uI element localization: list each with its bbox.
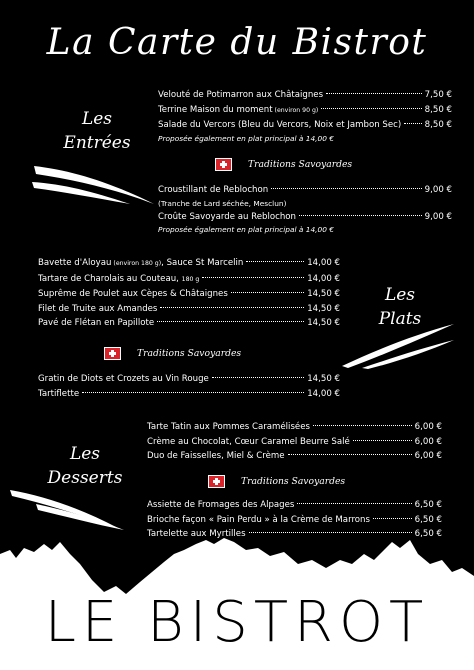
item-price: 14,50 €: [307, 303, 340, 314]
menu-item: [147, 420, 442, 435]
traditions-header: [208, 475, 345, 488]
brush-stroke-decoration: [30, 160, 160, 210]
item-price: 8,50 €: [424, 104, 452, 115]
dot-leader: [157, 321, 304, 322]
dot-leader: [373, 518, 412, 519]
item-price: 14,00 €: [307, 388, 340, 399]
item-name: Gratin de Diots et Crozets au Vin Rouge: [38, 374, 209, 384]
section-title-line1: Les: [69, 444, 101, 464]
item-name: Crème au Chocolat, Cœur Caramel Beurre Salé: [147, 436, 350, 447]
menu-item: [158, 118, 452, 133]
menu-item: [158, 183, 452, 198]
dot-leader: [160, 307, 304, 308]
item-price: 6,50 €: [414, 514, 442, 525]
dot-leader: [212, 377, 304, 378]
item-price: 14,50 €: [307, 374, 340, 384]
item-price: 14,00 €: [307, 273, 340, 284]
dot-leader: [202, 277, 304, 278]
swiss-flag-icon: [104, 347, 121, 360]
traditions-label: Traditions Savoyardes: [137, 348, 242, 359]
menu-item: [158, 88, 452, 103]
entrees-list: [158, 88, 452, 145]
section-title-line1: Les: [81, 109, 113, 129]
menu-item: [147, 449, 442, 464]
entrees-traditions-list: [158, 183, 452, 236]
menu-item: [147, 498, 442, 513]
desserts-list: [147, 420, 442, 464]
section-title-line1: Les: [384, 285, 416, 305]
item-price: 9,00 €: [424, 211, 452, 222]
section-title-desserts: [40, 442, 130, 490]
item-price: 14,50 €: [307, 318, 340, 328]
dot-leader: [271, 188, 421, 189]
item-name: Velouté de Potimarron aux Châtaignes: [158, 90, 324, 100]
item-note: Proposée également en plat principal à 14,00 €: [158, 133, 334, 143]
brand-name: LE BISTROT: [44, 590, 430, 655]
traditions-header: [104, 347, 241, 360]
item-price: 14,50 €: [307, 289, 340, 299]
item-note: Proposée également en plat principal à 14,00 €: [158, 225, 334, 234]
item-name: Tartiflette: [38, 388, 80, 399]
menu-item: [158, 103, 452, 119]
menu-item: [38, 272, 340, 288]
menu-item: [38, 256, 340, 272]
item-name: Salade du Vercors (Bleu du Vercors, Noix et Jambon Sec): [158, 120, 402, 130]
dot-leader: [299, 215, 422, 216]
dot-leader: [246, 261, 304, 262]
menu-item: [158, 210, 452, 225]
item-name: Filet de Truite aux Amandes: [38, 303, 158, 314]
dot-leader: [82, 392, 304, 393]
item-name: Tartare de Charolais au Couteau, 180 g: [38, 273, 200, 284]
item-price: 6,00 €: [414, 422, 442, 432]
menu-item: [38, 302, 340, 317]
swiss-flag-icon: [208, 475, 225, 488]
menu-item: [147, 435, 442, 450]
item-name: Suprême de Poulet aux Cèpes & Châtaignes: [38, 289, 228, 299]
dot-leader: [353, 440, 412, 441]
item-description: (Tranche de Lard séchée, Mesclun): [158, 198, 287, 208]
item-name: Tartelette aux Myrtilles: [147, 529, 246, 539]
item-price: 8,50 €: [424, 120, 452, 130]
item-price: 6,50 €: [414, 529, 442, 539]
item-name: Duo de Faisselles, Miel & Crème: [147, 451, 285, 461]
traditions-label: Traditions Savoyardes: [248, 159, 353, 170]
item-name: Terrine Maison du moment (environ 90 g): [158, 104, 319, 115]
item-name: Assiette de Fromages des Alpages: [147, 500, 295, 510]
item-name: Brioche façon « Pain Perdu » à la Crème de Marrons: [147, 514, 370, 525]
plats-list: [38, 256, 340, 331]
section-title-line2: Desserts: [47, 468, 123, 488]
brush-stroke-decoration: [338, 320, 458, 370]
dot-leader: [297, 503, 411, 504]
swiss-flag-icon: [215, 158, 232, 171]
item-price: 6,00 €: [414, 451, 442, 461]
item-price: 7,50 €: [424, 90, 452, 100]
plats-traditions-list: [38, 372, 340, 401]
menu-item: [38, 287, 340, 302]
item-name: Pavé de Flétan en Papillote: [38, 318, 155, 328]
section-title-line2: Plats: [378, 309, 422, 329]
section-title-entrees: [52, 107, 142, 155]
dot-leader: [404, 123, 421, 124]
menu-item: [38, 372, 340, 387]
dot-leader: [326, 93, 422, 94]
menu-item: [38, 387, 340, 402]
dot-leader: [321, 108, 421, 109]
item-price: 9,00 €: [424, 185, 452, 195]
item-name: Croûte Savoyarde au Reblochon: [158, 211, 297, 222]
dot-leader: [288, 454, 412, 455]
menu-item: [38, 316, 340, 331]
dot-leader: [231, 292, 304, 293]
traditions-label: Traditions Savoyardes: [241, 476, 346, 487]
item-name: Tarte Tatin aux Pommes Caramélisées: [147, 422, 310, 432]
dot-leader: [313, 425, 412, 426]
item-name: Croustillant de Reblochon: [158, 185, 269, 195]
traditions-header: [215, 158, 352, 171]
item-price: 14,00 €: [307, 258, 340, 268]
item-price: 6,50 €: [414, 500, 442, 510]
item-name: Bavette d'Aloyau (environ 180 g), Sauce St Marcelin: [38, 258, 244, 268]
item-price: 6,00 €: [414, 436, 442, 447]
menu-title: La Carte du Bistrot: [46, 22, 428, 63]
section-title-line2: Entrées: [63, 133, 131, 153]
